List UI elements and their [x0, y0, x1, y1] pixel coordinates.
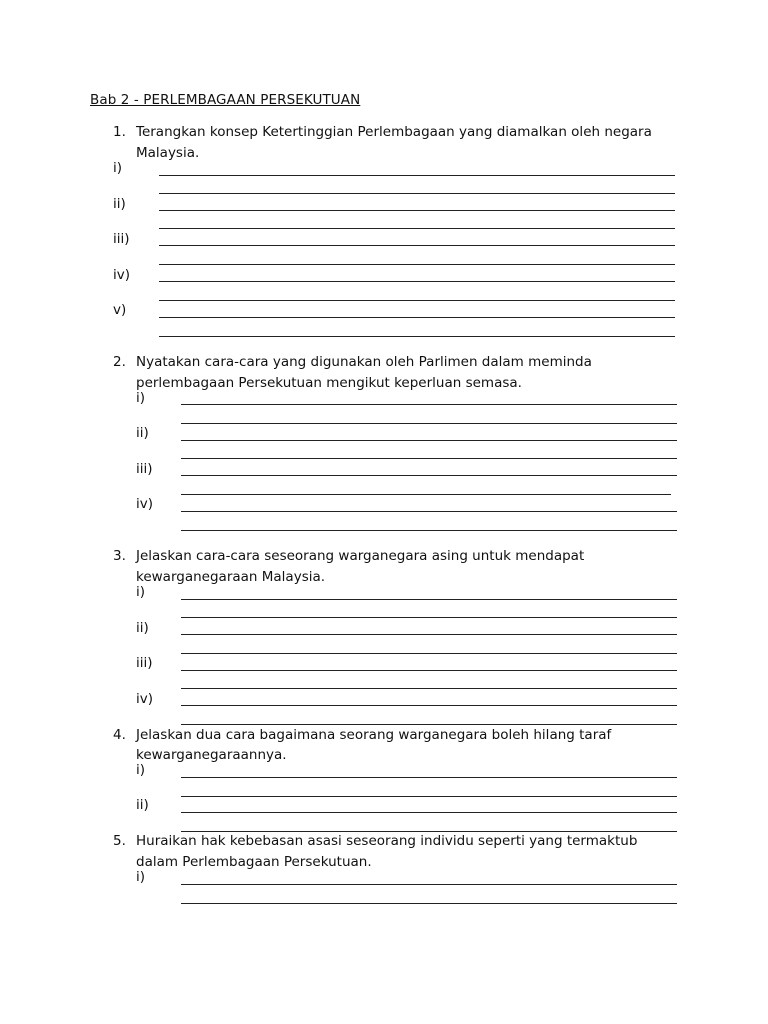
answer-line[interactable] [181, 796, 677, 797]
question-1-item-label: iii) [113, 231, 130, 247]
question-2-item-label: iii) [136, 461, 153, 477]
question-5-item-label: i) [136, 869, 146, 885]
answer-line[interactable] [159, 228, 675, 229]
question-3-item-label: i) [136, 584, 146, 600]
question-5-text-line2: dalam Perlembagaan Persekutuan. [136, 854, 372, 870]
answer-line[interactable] [159, 264, 675, 265]
answer-line[interactable] [181, 670, 677, 671]
answer-line[interactable] [181, 530, 677, 531]
question-2-text-line1: Nyatakan cara-cara yang digunakan oleh Parlimen dalam meminda [136, 354, 592, 370]
question-1-number: 1. [113, 124, 126, 140]
question-3-number: 3. [113, 548, 126, 564]
question-1-item-label: v) [113, 302, 127, 318]
answer-line[interactable] [159, 245, 675, 246]
answer-line[interactable] [181, 688, 677, 689]
question-4-text-line1: Jelaskan dua cara bagaimana seorang warganegara boleh hilang taraf [136, 727, 612, 743]
question-2-item-label: i) [136, 390, 146, 406]
question-2-item-label: iv) [136, 496, 154, 512]
question-4-number: 4. [113, 727, 126, 743]
answer-line[interactable] [159, 317, 675, 318]
answer-line[interactable] [159, 193, 675, 194]
question-4-item-label: ii) [136, 797, 149, 813]
answer-line[interactable] [181, 511, 677, 512]
question-1-text-line2: Malaysia. [136, 145, 200, 161]
question-1-item-label: ii) [113, 196, 126, 212]
answer-line[interactable] [181, 777, 677, 778]
answer-line[interactable] [159, 300, 675, 301]
answer-line[interactable] [181, 617, 677, 618]
question-3-item-label: iv) [136, 691, 154, 707]
answer-line[interactable] [181, 705, 677, 706]
answer-line[interactable] [181, 634, 677, 635]
question-1-item-label: iv) [113, 267, 131, 283]
answer-line[interactable] [181, 903, 677, 904]
answer-line[interactable] [181, 475, 677, 476]
answer-line[interactable] [159, 336, 675, 337]
question-2-item-label: ii) [136, 425, 149, 441]
question-3-text-line1: Jelaskan cara-cara seseorang warganegara asing untuk mendapat [136, 548, 585, 564]
worksheet-title: Bab 2 - PERLEMBAGAAN PERSEKUTUAN [90, 92, 361, 108]
answer-line[interactable] [159, 210, 675, 211]
question-2-number: 2. [113, 354, 126, 370]
answer-line[interactable] [181, 884, 677, 885]
answer-line[interactable] [181, 423, 677, 424]
answer-line[interactable] [181, 404, 677, 405]
answer-line[interactable] [181, 653, 677, 654]
question-5-text-line1: Huraikan hak kebebasan asasi seseorang individu seperti yang termaktub [136, 833, 638, 849]
answer-line[interactable] [181, 440, 677, 441]
question-1-text-line1: Terangkan konsep Ketertinggian Perlembagaan yang diamalkan oleh negara [136, 124, 652, 140]
answer-line[interactable] [181, 494, 671, 495]
question-3-item-label: iii) [136, 655, 153, 671]
question-1-item-label: i) [113, 160, 123, 176]
answer-line[interactable] [159, 175, 675, 176]
question-4-item-label: i) [136, 762, 146, 778]
answer-line[interactable] [159, 281, 675, 282]
answer-line[interactable] [181, 812, 677, 813]
question-3-text-line2: kewarganegaraan Malaysia. [136, 569, 326, 585]
question-5-number: 5. [113, 833, 126, 849]
question-3-item-label: ii) [136, 620, 149, 636]
question-4-text-line2: kewarganegaraannya. [136, 747, 287, 763]
answer-line[interactable] [181, 458, 677, 459]
answer-line[interactable] [181, 599, 677, 600]
question-2-text-line2: perlembagaan Persekutuan mengikut keperluan semasa. [136, 375, 522, 391]
